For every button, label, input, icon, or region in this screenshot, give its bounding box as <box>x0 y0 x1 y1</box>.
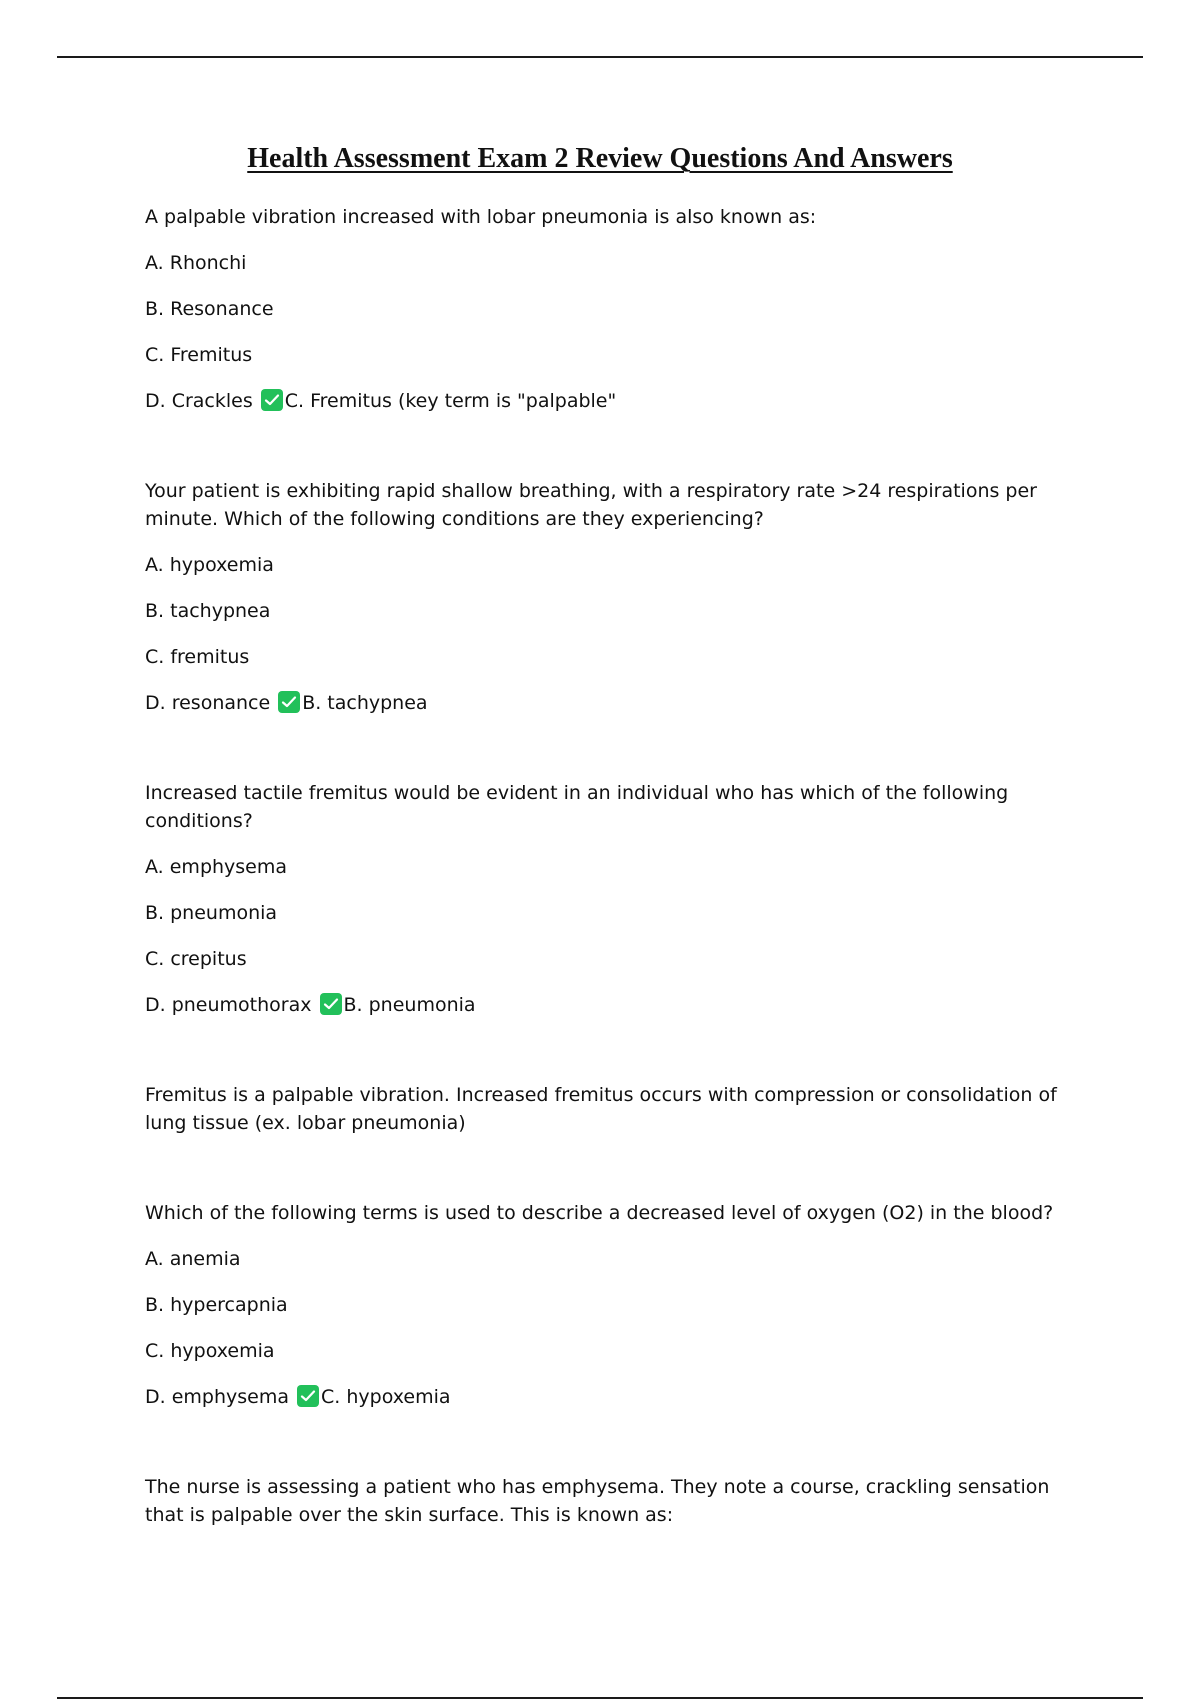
answer-option: C. hypoxemia <box>145 1340 275 1362</box>
answer-option: B. tachypnea <box>145 600 271 622</box>
answer-option: B. hypercapnia <box>145 1294 288 1316</box>
check-mark-icon <box>261 389 283 411</box>
question-block <box>145 477 1065 717</box>
question-text: Your patient is exhibiting rapid shallow breathing, with a respiratory rate >24 respirations per minute. Which of the following conditions are they experiencing? <box>145 480 1037 530</box>
answer-option: D. emphysema <box>145 1386 289 1408</box>
question-text: The nurse is assessing a patient who has emphysema. They note a course, crackling sensation that is palpable over the skin surface. This is known as: <box>145 1476 1050 1526</box>
check-mark-icon <box>320 993 342 1015</box>
footer-rule <box>57 1697 1143 1699</box>
question-block <box>145 779 1065 1019</box>
document-body <box>145 203 1065 1591</box>
answer-option: A. emphysema <box>145 856 288 878</box>
check-mark-icon <box>278 691 300 713</box>
question-block <box>145 203 1065 415</box>
answer-option: D. resonance <box>145 692 271 714</box>
explanation-note <box>145 1081 1065 1137</box>
answer-option: A. Rhonchi <box>145 252 247 274</box>
answer-option: C. crepitus <box>145 948 247 970</box>
header-rule <box>57 56 1143 58</box>
question-text: Which of the following terms is used to describe a decreased level of oxygen (O2) in the blood? <box>145 1202 1054 1224</box>
question-block <box>145 1199 1065 1411</box>
answer-option: B. pneumonia <box>145 902 278 924</box>
answer-option: D. Crackles <box>145 390 253 412</box>
answer-option-with-key <box>145 991 1065 1019</box>
correct-answer: B. tachypnea <box>302 692 428 714</box>
note-text: Fremitus is a palpable vibration. Increased fremitus occurs with compression or consolidation of lung tissue (ex. lobar pneumonia) <box>145 1084 1057 1134</box>
answer-option-with-key <box>145 689 1065 717</box>
correct-answer: C. Fremitus (key term is "palpable" <box>284 390 617 412</box>
correct-answer: C. hypoxemia <box>321 1386 451 1408</box>
answer-option: D. pneumothorax <box>145 994 312 1016</box>
answer-option-with-key <box>145 387 1065 415</box>
check-mark-icon <box>297 1385 319 1407</box>
question-text: A palpable vibration increased with lobar pneumonia is also known as: <box>145 206 817 228</box>
answer-option: A. anemia <box>145 1248 241 1270</box>
answer-option: A. hypoxemia <box>145 554 274 576</box>
question-text: Increased tactile fremitus would be evident in an individual who has which of the following conditions? <box>145 782 1009 832</box>
answer-option-with-key <box>145 1383 1065 1411</box>
answer-option: C. fremitus <box>145 646 250 668</box>
answer-option: B. Resonance <box>145 298 274 320</box>
correct-answer: B. pneumonia <box>343 994 476 1016</box>
answer-option: C. Fremitus <box>145 344 253 366</box>
question-block <box>145 1473 1065 1529</box>
document-title: Health Assessment Exam 2 Review Questions And Answers <box>247 143 953 174</box>
